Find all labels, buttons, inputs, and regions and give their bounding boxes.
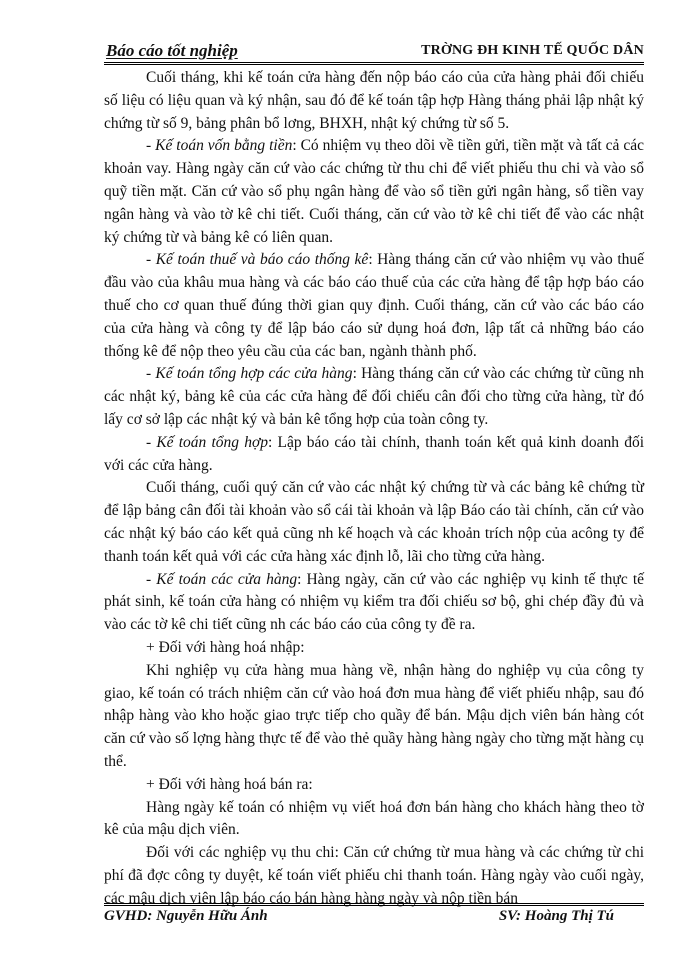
paragraph: - Kế toán các cửa hàng: Hàng ngày, căn cứ vào các nghiệp vụ kinh tế thực tế phát sinh, kế toán cửa hàng có nhiệm vụ kiểm tra đối chiếu sơ bộ, ghi chép đầy đủ và vào các tờ kê chi tiết cũng nh các báo cáo của công ty đề ra. bbox=[104, 570, 645, 634]
paragraph: Đối với các nghiệp vụ thu chi: Căn cứ chứng từ mua hàng và các chứng từ chi phí đã đợc công ty duyệt, kế toán viết phiếu chi thanh toán. Hàng ngày vào cuối ngày, các mậu dịch viên lập báo cáo bán hàng hàng ngày và nộp tiền bán bbox=[104, 844, 644, 907]
header-report-title: Báo cáo tốt nghiệp bbox=[106, 41, 238, 60]
header-divider bbox=[104, 62, 644, 65]
footer-supervisor: GVHD: Nguyễn Hữu Ánh bbox=[104, 908, 268, 924]
paragraph-lead: - Kế toán tổng hợp các cửa hàng bbox=[146, 365, 353, 383]
paragraph-lead: - Kế toán tổng hợp bbox=[146, 433, 269, 451]
paragraph: Cuối tháng, khi kế toán cửa hàng đến nộp báo cáo của cửa hàng phải đối chiếu số liệu có liệu quan và ký nhận, sau đó để kế toán tập hợp Hàng tháng phải lập nhật ký chứng từ số 9, bảng phân bổ lơng, BHXH, nhật ký chứng từ số 5. bbox=[104, 69, 644, 132]
paragraph: - Kế toán tổng hợp các cửa hàng: Hàng tháng căn cứ vào các chứng từ cũng nh các nhật ký, bảng kê của các cửa hàng để đối chiếu cân đối cho từng cửa hàng, từ đó lấy cơ sở lập các nhật ký và bản kê tổng hợp của toàn công ty. bbox=[104, 365, 644, 428]
paragraph: - Kế toán thuế và báo cáo thống kê: Hàng tháng căn cứ vào nhiệm vụ vào thuế đầu vào của khâu mua hàng và các báo cáo thuế của các cửa hàng để tập hợp báo cáo thuế cho cơ quan thuế đúng thời gian quy định. Cuối tháng, căn cứ vào các báo cáo của cửa hàng và công ty để lập báo cáo sử dụng hoá đơn, lập tất cả những báo cáo thống kê để nộp theo yêu cầu của các ban, ngành thành phố. bbox=[104, 251, 645, 360]
paragraph: Khi nghiệp vụ cửa hàng mua hàng về, nhận hàng do nghiệp vụ của công ty giao, kế toán có trách nhiệm căn cứ vào hoá đơn mua hàng để viết phiếu nhập, sau đó nhập hàng vào kho hoặc giao trực tiếp cho quầy để bán. Mậu dịch viên bán hàng cót căn cứ vào số lợng hàng thực tế để vào thẻ quầy hàng hàng ngày cho từng mặt hàng cụ thể. bbox=[104, 661, 644, 770]
body-text bbox=[104, 67, 644, 910]
footer-divider bbox=[104, 903, 644, 906]
paragraph: Cuối tháng, cuối quý căn cứ vào các nhật ký chứng từ và các bảng kê chứng từ để lập bảng cân đối tài khoản vào sổ cái tài khoản và lập Báo cáo tài chính, căn cứ vào các nhật ký báo cáo kết quả cũng nh kế hoạch và các khoản trích nộp của acông ty để thanh toán kết quả với các cửa hàng xác định lỗ, lãi cho từng cửa hàng. bbox=[104, 479, 644, 565]
footer-student: SV: Hoàng Thị Tú bbox=[498, 908, 614, 924]
page-header bbox=[104, 40, 644, 62]
paragraph: Hàng ngày kế toán có nhiệm vụ viết hoá đơn bán hàng cho khách hàng theo tờ kê của mậu dịch viên. bbox=[104, 798, 644, 839]
paragraph-lead: - Kế toán các cửa hàng bbox=[146, 570, 298, 588]
paragraph: + Đối với hàng hoá nhập: bbox=[146, 638, 305, 656]
paragraph: - Kế toán vốn bằng tiền: Có nhiệm vụ theo dõi về tiền gửi, tiền mặt và tất cả các khoản vay. Hàng ngày căn cứ vào các chứng từ thu chi để viết phiếu thu chi và vào sổ quỹ tiền mặt. Căn cứ vào sổ phụ ngân hàng để vào sổ tiền gửi ngân hàng, sổ tiền vay ngân hàng và vào tờ kê chi tiết. Cuối tháng, căn cứ vào tờ kê chi tiết để vào các nhật ký chứng từ và bảng kê có liên quan. bbox=[104, 137, 644, 246]
paragraph-lead: - Kế toán thuế và báo cáo thống kê bbox=[146, 251, 369, 269]
paragraph: - Kế toán tổng hợp: Lập báo cáo tài chính, thanh toán kết quả kinh doanh đối với các cửa hàng. bbox=[104, 433, 645, 474]
paragraph: + Đối với hàng hoá bán ra: bbox=[146, 775, 313, 793]
page-footer bbox=[104, 908, 644, 930]
paragraph-lead: - Kế toán vốn bằng tiền bbox=[146, 137, 293, 155]
header-university: TRỜNG ĐH KINH TẾ QUỐC DÂN bbox=[421, 43, 644, 58]
